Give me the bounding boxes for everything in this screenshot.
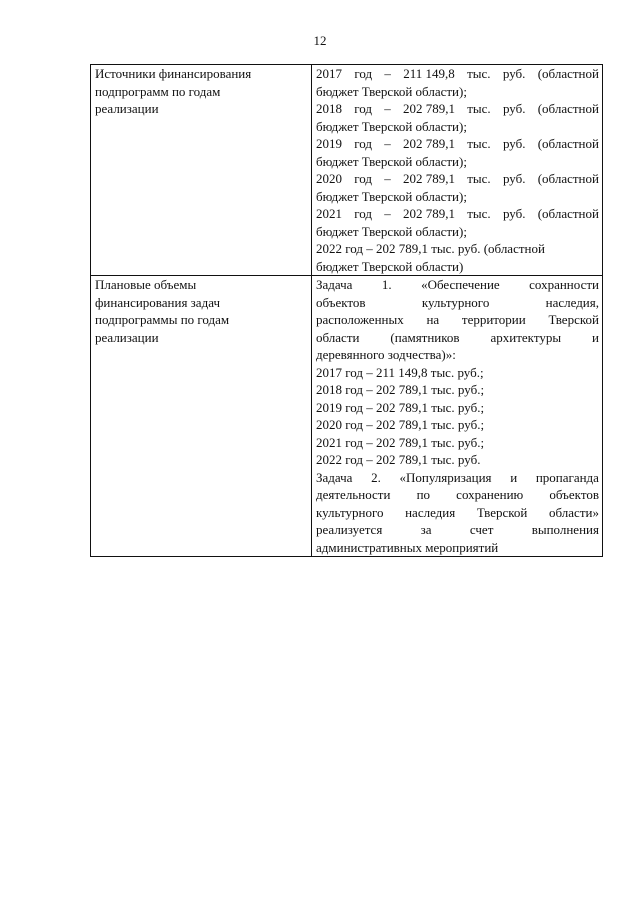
word: год — [354, 206, 372, 221]
funding-entry — [316, 205, 599, 240]
task-line — [316, 311, 599, 329]
word: 2. — [371, 469, 381, 485]
task-line — [316, 504, 599, 522]
word: реализуется — [316, 522, 383, 537]
word: объектов — [316, 294, 366, 310]
funding-budget-line: бюджет Тверской области); — [316, 83, 467, 99]
word: 2018 — [316, 101, 342, 116]
word: Тверской — [548, 312, 599, 327]
word: сохранению — [456, 487, 524, 502]
word: 2019 — [316, 136, 342, 151]
funding-entry — [316, 100, 599, 135]
word: тыс. — [467, 206, 491, 221]
funding-line — [316, 65, 599, 83]
word: тыс. — [467, 136, 491, 151]
word: (областной — [537, 66, 599, 81]
word: 202 789,1 — [403, 206, 455, 221]
word: культурного — [421, 294, 490, 310]
funding-line — [316, 170, 599, 188]
word: 1. — [381, 277, 392, 292]
word: «Обеспечение — [421, 277, 500, 292]
task-line — [316, 329, 599, 347]
task-line — [316, 521, 599, 539]
word: год — [354, 171, 372, 186]
word: – — [384, 66, 391, 81]
funding-budget-line: бюджет Тверской области); — [316, 118, 467, 134]
word: – — [384, 206, 391, 221]
word: тыс. — [467, 101, 491, 116]
funding-line — [316, 205, 599, 223]
word: 2017 — [316, 66, 342, 81]
word: – — [384, 171, 391, 186]
word: деятельности — [316, 487, 391, 502]
word: год — [354, 101, 372, 116]
row-label-line: Источники финансирования — [95, 66, 252, 81]
funding-entry — [316, 65, 599, 100]
word: год — [354, 66, 373, 81]
word: (областной — [537, 171, 599, 186]
word: области» — [549, 504, 599, 520]
word: территории — [461, 312, 526, 327]
word: пропаганда — [535, 469, 599, 485]
word: (областной — [537, 206, 599, 221]
word: наследия — [405, 504, 456, 520]
funding-budget-line: бюджет Тверской области); — [316, 188, 467, 204]
funding-entry — [316, 170, 599, 205]
word: 202 789,1 — [403, 171, 455, 186]
word: (памятников — [390, 329, 460, 345]
word: руб. — [502, 171, 526, 186]
funding-sources-by-year — [312, 65, 603, 276]
funding-entry — [316, 240, 599, 275]
task-1-yearly-amounts — [316, 364, 599, 469]
word: области — [316, 329, 360, 345]
row-label-line: реализации — [95, 329, 159, 345]
word: счет — [469, 522, 494, 537]
yearly-amount: 2018 год – 202 789,1 тыс. руб.; — [316, 382, 485, 397]
word: 202 789,1 — [403, 101, 455, 116]
word: архитектуры — [490, 329, 562, 345]
word: (областной — [537, 101, 599, 116]
word: тыс. — [467, 66, 491, 81]
funding-line: 2022 год – 202 789,1 тыс. руб. (областной — [316, 241, 545, 256]
word: «Популяризация — [399, 469, 492, 485]
yearly-amount: 2020 год – 202 789,1 тыс. руб.; — [316, 417, 485, 432]
row-label-line: реализации — [95, 101, 159, 116]
planned-volumes-by-task — [312, 276, 603, 557]
funding-entry — [316, 135, 599, 170]
word: руб. — [502, 66, 526, 81]
word: руб. — [502, 101, 526, 116]
word: – — [384, 136, 391, 151]
word: на — [426, 312, 440, 327]
row-label-funding-sources — [91, 65, 312, 276]
yearly-amount: 2019 год – 202 789,1 тыс. руб.; — [316, 399, 485, 415]
word: год — [354, 136, 372, 151]
task-line — [316, 469, 599, 487]
task-line: административных мероприятий — [316, 539, 499, 555]
row-label-line: Плановые объемы — [95, 277, 197, 292]
yearly-amount: 2022 год – 202 789,1 тыс. руб. — [316, 452, 481, 467]
page-number: 12 — [313, 33, 327, 48]
row-label-line: финансирования задач — [95, 294, 220, 310]
task-line — [316, 276, 599, 294]
task-line — [316, 486, 599, 504]
word: 202 789,1 — [403, 136, 455, 151]
word: 211 149,8 — [403, 66, 455, 81]
yearly-amount: 2017 год – 211 149,8 тыс. руб.; — [316, 364, 484, 380]
funding-budget-line: бюджет Тверской области); — [316, 153, 467, 169]
row-label-line: подпрограммы по годам — [95, 312, 230, 327]
task-line: деревянного зодчества)»: — [316, 347, 456, 362]
word: и — [592, 329, 599, 345]
funding-budget-line: бюджет Тверской области) — [316, 258, 464, 274]
word: объектов — [549, 487, 599, 502]
word: (областной — [537, 136, 599, 151]
word: 2020 — [316, 171, 342, 186]
table-row-funding-sources — [91, 65, 603, 276]
word: и — [510, 469, 518, 485]
funding-line — [316, 135, 599, 153]
task-1-description — [316, 276, 599, 364]
yearly-amount: 2021 год – 202 789,1 тыс. руб.; — [316, 434, 485, 450]
word: 2021 — [316, 206, 342, 221]
word: за — [420, 522, 432, 537]
word: расположенных — [316, 312, 404, 327]
word: руб. — [502, 206, 526, 221]
word: культурного — [316, 504, 384, 520]
word: наследия, — [545, 294, 599, 310]
word: Задача — [316, 277, 353, 292]
word: Задача — [316, 469, 353, 485]
funding-line — [316, 100, 599, 118]
table-row-planned-volumes — [91, 276, 603, 557]
word: выполнения — [531, 522, 599, 537]
program-passport-table — [90, 64, 603, 557]
task-2-description — [316, 469, 599, 557]
row-label-planned-volumes — [91, 276, 312, 557]
word: руб. — [502, 136, 526, 151]
funding-budget-line: бюджет Тверской области); — [316, 223, 467, 239]
row-label-line: подпрограмм по годам — [95, 83, 221, 99]
task-line — [316, 294, 599, 312]
word: сохранности — [529, 277, 599, 292]
word: тыс. — [467, 171, 491, 186]
word: Тверской — [476, 504, 528, 520]
word: – — [384, 101, 391, 116]
word: по — [416, 487, 431, 502]
